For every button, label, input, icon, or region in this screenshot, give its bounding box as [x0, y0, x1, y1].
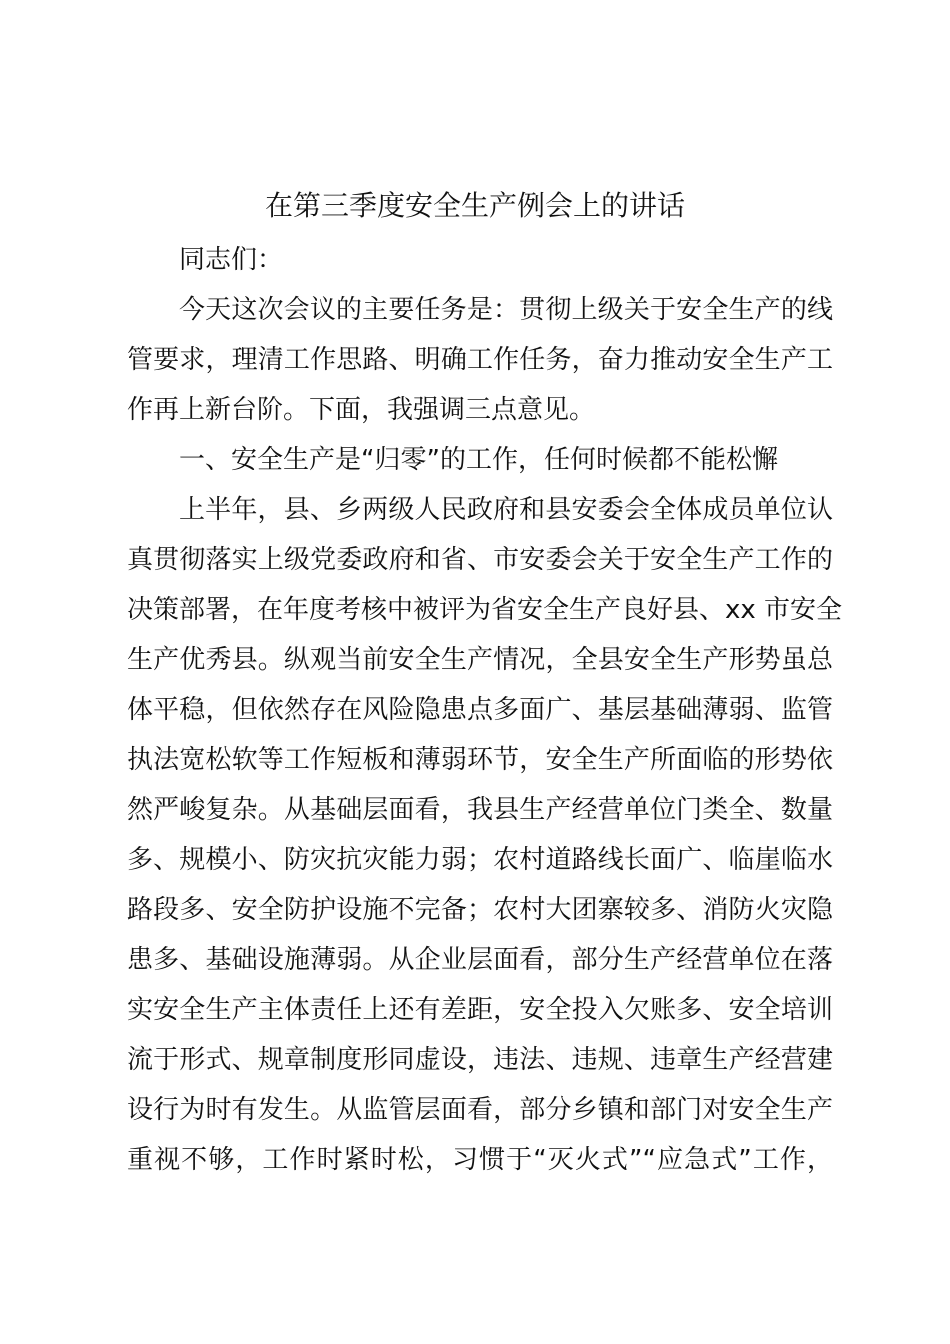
paragraph-1-line: 管要求，理清工作思路、明确工作任务，奋力推动安全生产工: [127, 345, 833, 375]
paragraph-2-line: 患多、基础设施薄弱。从企业层面看，部分生产经营单位在落: [127, 945, 833, 975]
paragraph-2-line: 体平稳，但依然存在风险隐患点多面广、基层基础薄弱、监管: [127, 695, 833, 725]
paragraph-2-line: 实安全生产主体责任上还有差距，安全投入欠账多、安全培训: [127, 995, 833, 1025]
document-body: [127, 235, 843, 1185]
paragraph-2-line: 重视不够，工作时紧时松，习惯于“灭火式”“应急式”工作，: [127, 1145, 833, 1175]
section-heading-1: 一、安全生产是“归零”的工作，任何时候都不能松懈: [179, 445, 778, 475]
paragraph-2-line: 设行为时有发生。从监管层面看，部分乡镇和部门对安全生产: [127, 1095, 833, 1125]
paragraph-2-line: 多、规模小、防灾抗灾能力弱；农村道路线长面广、临崖临水: [127, 845, 833, 875]
paragraph-2-line: 真贯彻落实上级党委政府和省、市安委会关于安全生产工作的: [127, 545, 833, 575]
paragraph-1-line: 今天这次会议的主要任务是：贯彻上级关于安全生产的线: [179, 295, 833, 325]
paragraph-2-line: 然严峻复杂。从基础层面看，我县生产经营单位门类全、数量: [127, 795, 833, 825]
paragraph-2-line: 决策部署，在年度考核中被评为省安全生产良好县、xx 市安全: [127, 595, 843, 625]
paragraph-1-line: 作再上新台阶。下面，我强调三点意见。: [127, 395, 596, 425]
paragraph-2-line: 路段多、安全防护设施不完备；农村大团寨较多、消防火灾隐: [127, 895, 833, 925]
salutation: 同志们：: [179, 245, 284, 275]
paragraph-2-line: 执法宽松软等工作短板和薄弱环节，安全生产所面临的形势依: [127, 745, 833, 775]
paragraph-2-line: 生产优秀县。纵观当前安全生产情况，全县安全生产形势虽总: [127, 645, 833, 675]
paragraph-2-line: 上半年，县、乡两级人民政府和县安委会全体成员单位认: [179, 495, 833, 525]
document-title: 在第三季度安全生产例会上的讲话: [264, 189, 685, 222]
paragraph-2-line: 流于形式、规章制度形同虚设，违法、违规、违章生产经营建: [127, 1045, 833, 1075]
